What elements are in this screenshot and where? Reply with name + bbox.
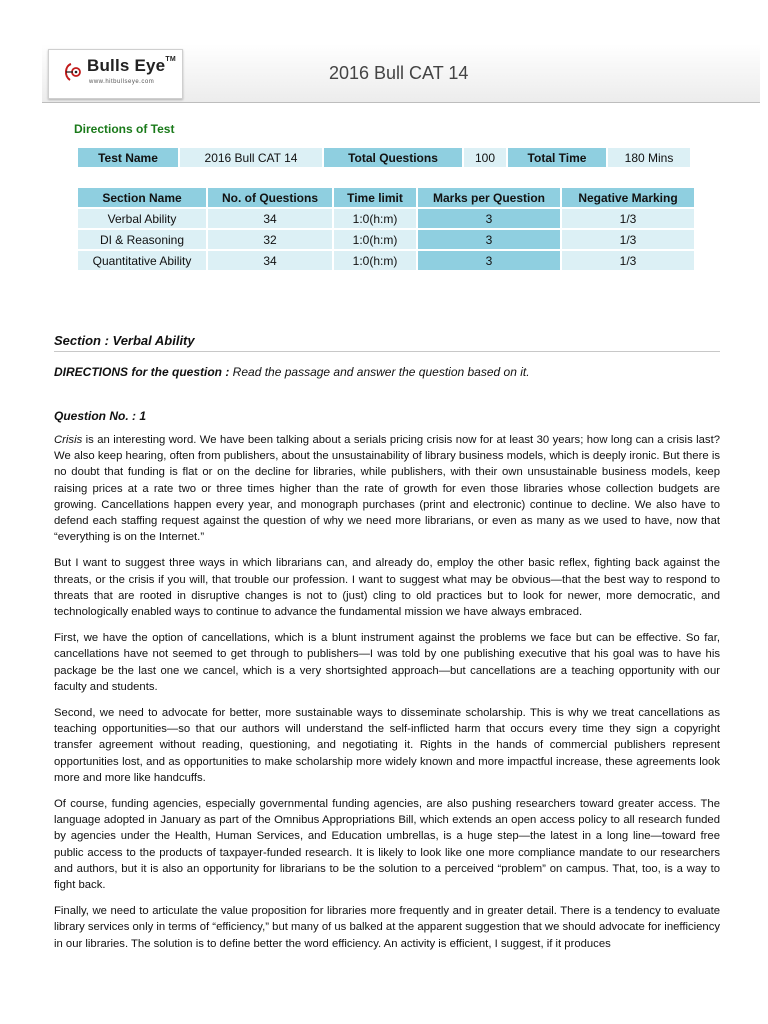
logo-url: www.hitbullseye.com	[89, 79, 155, 85]
table-cell: 34	[208, 209, 332, 228]
table-cell: 32	[208, 230, 332, 249]
document-title: 2016 Bull CAT 14	[329, 63, 469, 83]
passage-paragraph: But I want to suggest three ways in which librarians can, and already do, employ the other basic reflex, fighting back against the threats, or the crisis if you will, that trouble our profession. I want to suggest what may be obvious—that the best way to respond to threats that are rooted in disruptive changes is not to (just) cling to old practices but to look for newer, more democratic, and technologically enabled ways to continue to advance the fundamental mission we have always embraced.	[54, 557, 720, 619]
test-name-value: 2016 Bull CAT 14	[180, 148, 322, 167]
table-cell: 1/3	[562, 251, 694, 270]
table-row	[78, 230, 694, 249]
passage-paragraph: Crisis is an interesting word. We have been talking about a serials pricing crisis now for at least 30 years; how long can a crisis last? We also keep hearing, often from publishers, about the unsustainability of library business models, which is deeply ironic. But there is no doubt that funding is flat or on the decline for libraries, while publishers, with their own unsustainable business models, keep raising prices at a rate two or three times higher than the rate of growth for even those libraries whose collection budgets are growing. Cancellations happen every year, and monograph purchases (print and electronic) continue to decline. We also have to defend each staffing request against the question of why we need more librarians, or even as many as we used to have, now that “everything is on the Internet.”	[54, 434, 720, 544]
column-header: Marks per Question	[418, 188, 560, 207]
test-name-label: Test Name	[78, 148, 178, 167]
sections-header-row	[78, 188, 694, 207]
total-time-value: 180 Mins	[608, 148, 690, 167]
table-cell: 1/3	[562, 230, 694, 249]
table-row	[78, 251, 694, 270]
table-cell: 34	[208, 251, 332, 270]
directions-heading: Directions of Test	[74, 122, 175, 136]
question-directions	[54, 365, 530, 379]
divider	[54, 351, 720, 352]
bulls-eye-logo	[48, 49, 183, 99]
question-number: Question No. : 1	[54, 409, 147, 423]
table-row	[78, 209, 694, 228]
table-cell: 1:0(h:m)	[334, 209, 416, 228]
directions-text: Read the passage and answer the question based on it.	[229, 365, 530, 379]
passage-paragraph: Of course, funding agencies, especially governmental funding agencies, are also pushing researchers toward greater access. The language adopted in January as part of the Omnibus Appropriations Bill, which extends an open access policy to all research funded by agencies under the Health, Human Services, and Education umbrellas, is a huge step—the latest in a long line—toward free public access to the products of taxpayer-funded research. It is likely to look like one more compliance mandate to our researchers and authors, but it is also an opportunity for librarians to be the solution to a perceived “problem” on campus. That, too, is a way to fight back.	[54, 798, 720, 892]
total-time-label: Total Time	[508, 148, 606, 167]
document-header	[42, 44, 760, 103]
table-cell: 1:0(h:m)	[334, 230, 416, 249]
section-title: Section : Verbal Ability	[54, 333, 195, 348]
passage-lead-word: Crisis	[54, 434, 83, 446]
column-header: Section Name	[78, 188, 206, 207]
column-header: Time limit	[334, 188, 416, 207]
test-summary-table	[76, 146, 692, 169]
table-cell: 3	[418, 230, 560, 249]
table-cell: DI & Reasoning	[78, 230, 206, 249]
reading-passage	[54, 432, 720, 962]
table-cell: Verbal Ability	[78, 209, 206, 228]
passage-paragraph: First, we have the option of cancellations, which is a blunt instrument against the problems we face but can be effective. So far, cancellations have not seemed to get through to publishers—I was told by one publishing executive that his goal was to have his package be the last one we cancel, which is a very shortsighted approach—but cancellations are a teaching opportunity with our faculty and students.	[54, 632, 720, 693]
sections-table	[76, 186, 696, 272]
table-cell: 1/3	[562, 209, 694, 228]
target-logo-icon	[63, 60, 85, 84]
table-cell: 1:0(h:m)	[334, 251, 416, 270]
column-header: Negative Marking	[562, 188, 694, 207]
table-cell: Quantitative Ability	[78, 251, 206, 270]
table-cell: 3	[418, 209, 560, 228]
passage-paragraph: Second, we need to advocate for better, more sustainable ways to disseminate scholarship. This is why we treat cancellations as teaching opportunities—so that our authors will understand the self-inflicted harm that occurs every time they sign a copyright transfer agreement without reading, questioning, and negotiating it. Rights in the hands of commercial publishers represent opportunities lost, and as opportunities to make scholarship more widely known and more impactful increase, these agreements look more and more like handcuffs.	[54, 707, 720, 784]
total-questions-value: 100	[464, 148, 506, 167]
table-cell: 3	[418, 251, 560, 270]
directions-label: DIRECTIONS for the question :	[54, 365, 230, 379]
total-questions-label: Total Questions	[324, 148, 462, 167]
passage-paragraph: Finally, we need to articulate the value proposition for libraries more frequently and in greater detail. There is a tendency to evaluate library services only in terms of “efficiency,” but many of us balked at the apparent suggestion that we should advocate for inefficiency in our libraries. The solution is to define better the word efficiency. An activity is efficient, I suggest, if it produces	[54, 905, 720, 950]
logo-brand-text: Bulls Eye™	[87, 56, 176, 75]
column-header: No. of Questions	[208, 188, 332, 207]
